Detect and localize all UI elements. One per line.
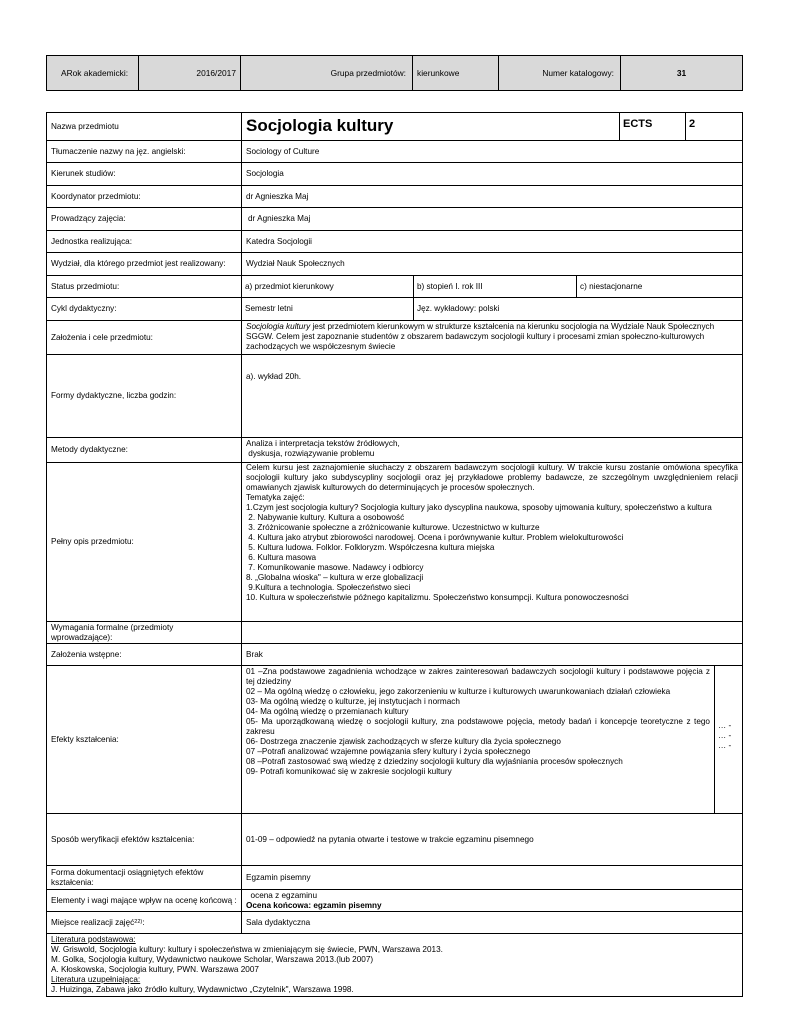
row-prerequisites [47,644,742,666]
prereq-value: Brak [246,649,263,659]
outcomes-side [715,666,742,813]
course-table [46,112,743,997]
goals-italic: Socjologia kultury [246,322,311,331]
lecturer-value: dr Agnieszka Maj [248,214,311,223]
lit-basic-item: M. Golka, Socjologia kultury, Wydawnictwo naukowe Scholar, Warszawa 2013.(lub 2007) [51,955,374,964]
row-forms [47,355,742,438]
topic-item: 2. Nabywanie kultury. Kultura a osobowość [246,513,405,522]
lit-extra-heading: Literatura uzupełniająca: [51,975,141,984]
row-cycle [47,298,742,321]
grade-label: Elementy i wagi mające wpływ na ocenę końcową : [47,890,242,911]
field-value: Socjologia [246,169,284,178]
outcome-item: 07 –Potrafi analizować wzajemne powiązania sfery kultury i życia społecznego [246,747,531,756]
unit-value: Katedra Socjologii [246,236,312,246]
methods-label: Metody dydaktyczne: [47,438,242,462]
translation-label: Tłumaczenie nazwy na jęz. angielski: [47,141,242,162]
row-coordinator [47,186,742,208]
grade-line-1: ocena z egzaminu [246,891,318,900]
row-faculty [47,253,742,276]
lit-extra-item: J. Huizinga, Zabawa jako źródło kultury, Wydawnictwo „Czytelnik", Warszawa 1998. [51,985,354,994]
lecturer-label: Prowadzący zajęcia: [47,208,242,230]
forms-value: a). wykład 20h. [246,372,302,381]
translation-value: Sociology of Culture [246,146,320,156]
grade-final-value: : egzamin pisemny [308,901,382,910]
topic-item: 3. Zróżnicowanie społeczne a zróżnicowanie kulturowe. Uczestnictwo w kulturze [246,523,540,532]
outcomes-list [242,666,715,813]
field-label: Kierunek studiów: [47,163,242,185]
outcome-item: 03- Ma ogólną wiedzę o kulturze, jej instytucjach i normach [246,697,460,706]
cycle-label: Cykl dydaktyczny: [47,298,242,320]
language-value: Jęz. wykładowy: polski [417,304,500,313]
subject-group-label: Grupa przedmiotów: [241,56,413,90]
coordinator-value: dr Agnieszka Maj [246,191,309,201]
prereq-label: Założenia wstępne: [47,644,242,665]
row-outcomes [47,666,742,814]
outcome-item: 08 –Potrafi zastosować swą wiedzę z dziedziny socjologii kultury dla wyjaśniania procesów społecznych [246,757,623,766]
place-value: Sala dydaktyczna [246,917,311,927]
subject-group-value: kierunkowe [413,56,499,90]
row-lecturer [47,208,742,231]
cycle-value: Semestr letni [242,298,414,320]
outcomes-label: Efekty kształcenia: [47,666,242,813]
outcome-item: 05- Ma uporządkowaną wiedzę o socjologii kultury, zna podstawowe pojęcia, metody badań i koncepcje teoretyczne z tego zakresu [246,717,710,736]
place-label-footnote: 22) [134,919,143,926]
description-label: Pełny opis przedmiotu: [47,463,242,621]
topics-list [246,503,738,603]
status-b: b) stopień I. rok III [414,276,577,297]
coordinator-label: Koordynator przedmiotu: [47,186,242,207]
unit-label: Jednostka realizująca: [47,231,242,252]
row-literature [47,934,742,996]
place-label-text: Miejsce realizacji zajęć [51,917,135,927]
row-methods [47,438,742,463]
methods-value [242,438,742,462]
description-intro: Celem kursu jest zaznajomienie słuchaczy z obszarem badawczym socjologii kultury. W trakcie kursu zostanie omówiona specyfika socjologii kultury jako subdyscypliny socjologii oraz jej przykładowe problemy badawcze, ze szczególnym uwzględnieniem relacji omawianych zjawisk kulturowych do determinujących je procesów społecznych. [246,463,738,492]
row-place [47,912,742,934]
topic-item: 10. Kultura w społeczeństwie późnego kapitalizmu. Społeczeństwo konsumpcji. Kultura ponowoczesności [246,593,629,602]
outcome-item: 02 – Ma ogólną wiedzę o człowieku, jego zakorzenieniu w kulturze i kulturowych uwarunkowaniach działań człowieka [246,687,671,696]
row-name [47,113,742,141]
goals-text: jest przedmiotem kierunkowym w strukturze kształcenia na kierunku socjologia na Wydziale Nauk Społecznych SGGW. Celem jest zapoznanie studentów z obszarem badawczym socjologii kultury i procesami zmian społeczno-kulturowych zachodzących we współczesnym świecie [246,322,715,351]
lit-basic-heading: Literatura podstawowa: [51,935,136,944]
methods-line-1: Analiza i interpretacja tekstów źródłowych, [246,439,400,448]
verification-value: 01-09 – odpowiedź na pytania otwarte i testowe w trakcie egzaminu pisemnego [246,834,534,844]
documentation-value: Egzamin pisemny [246,872,311,882]
topic-item: 1.Czym jest socjologia kultury? Socjologia kultury jako dyscyplina naukowa, sposoby ujmowania kultury, społeczeństwo a kultura [246,503,712,512]
topic-item: 6. Kultura masowa [246,553,317,562]
grade-final-label: Ocena końcowa [246,901,309,910]
outcome-item: 09- Potrafi komunikować się w zakresie socjologii kultury [246,767,452,776]
outcome-item: 04- Ma ogólną wiedzę o przemianach kultury [246,707,409,716]
outcome-side-item: … - [718,741,732,750]
status-a: a) przedmiot kierunkowy [242,276,414,297]
formal-req-value [242,622,742,643]
faculty-value: Wydział Nauk Społecznych [246,259,345,268]
lit-basic-item: W. Griswold, Socjologia kultury: kultury i społeczeństwa w zmieniającym się świecie, PWN, Warszawa 2013. [51,945,443,954]
formal-req-label: Wymagania formalne (przedmioty wprowadzające): [47,622,242,643]
row-status [47,276,742,298]
status-label: Status przedmiotu: [47,276,242,297]
goals-label: Założenia i cele przedmiotu: [47,321,242,354]
outcome-side-item: … - [718,721,732,730]
outcome-item: 01 –Zna podstawowe zagadnienia wchodzące w zakres zainteresowań badawczych socjologii kultury i podstawowe pojęcia z tej dziedziny [246,667,710,686]
topic-item: 8. „Globalna wioska" – kultura w erze globalizacji [246,573,424,582]
grade-value [242,890,742,911]
ects-label: ECTS [620,113,686,140]
topics-heading: Tematyka zajęć: [246,493,305,502]
ects-value: 2 [689,118,696,130]
catalog-number-label: Numer katalogowy: [499,56,621,90]
course-title: Socjologia kultury [242,113,620,140]
row-translation [47,141,742,163]
catalog-number-value: 31 [676,67,687,78]
topic-item: 4. Kultura jako atrybut zbiorowości narodowej. Ocena i porównywanie kultur. Problem wielokulturowości [246,533,624,542]
academic-year-value: 2016/2017 [139,56,241,90]
documentation-label: Forma dokumentacji osiągniętych efektów kształcenia: [47,866,242,889]
goals-value [242,321,742,354]
topic-item: 5. Kultura ludowa. Folklor. Folkloryzm. Współczesna kultura miejska [246,543,495,552]
forms-label: Formy dydaktyczne, liczba godzin: [47,355,242,437]
faculty-label: Wydział, dla którego przedmiot jest realizowany: [47,253,242,275]
verification-label: Sposób weryfikacji efektów kształcenia: [47,814,242,865]
description-value [242,463,742,621]
row-description [47,463,742,622]
status-c: c) niestacjonarne [580,281,643,291]
place-label [47,912,242,933]
row-documentation [47,866,742,890]
topic-item: 7. Komunikowanie masowe. Nadawcy i odbiorcy [246,563,424,572]
methods-line-2: dyskusja, rozwiązywanie problemu [246,449,375,458]
row-formal-requirements [47,622,742,644]
row-verification [47,814,742,866]
header-bar [46,55,743,91]
outcome-side-item: … - [718,731,732,740]
row-goals [47,321,742,355]
lit-basic-item: A. Kłoskowska, Socjologia kultury, PWN. Warszawa 2007 [51,965,259,974]
academic-year-label: ARok akademicki: [47,56,139,90]
row-grading [47,890,742,912]
row-unit [47,231,742,253]
name-label: Nazwa przedmiotu [47,113,242,140]
topic-item: 9.Kultura a technologia. Społeczeństwo sieci [246,583,411,592]
outcome-item: 06- Dostrzega znaczenie zjawisk zachodzących w sferze kultury dla życia społecznego [246,737,561,746]
row-field [47,163,742,186]
place-label-colon: : [142,917,145,927]
